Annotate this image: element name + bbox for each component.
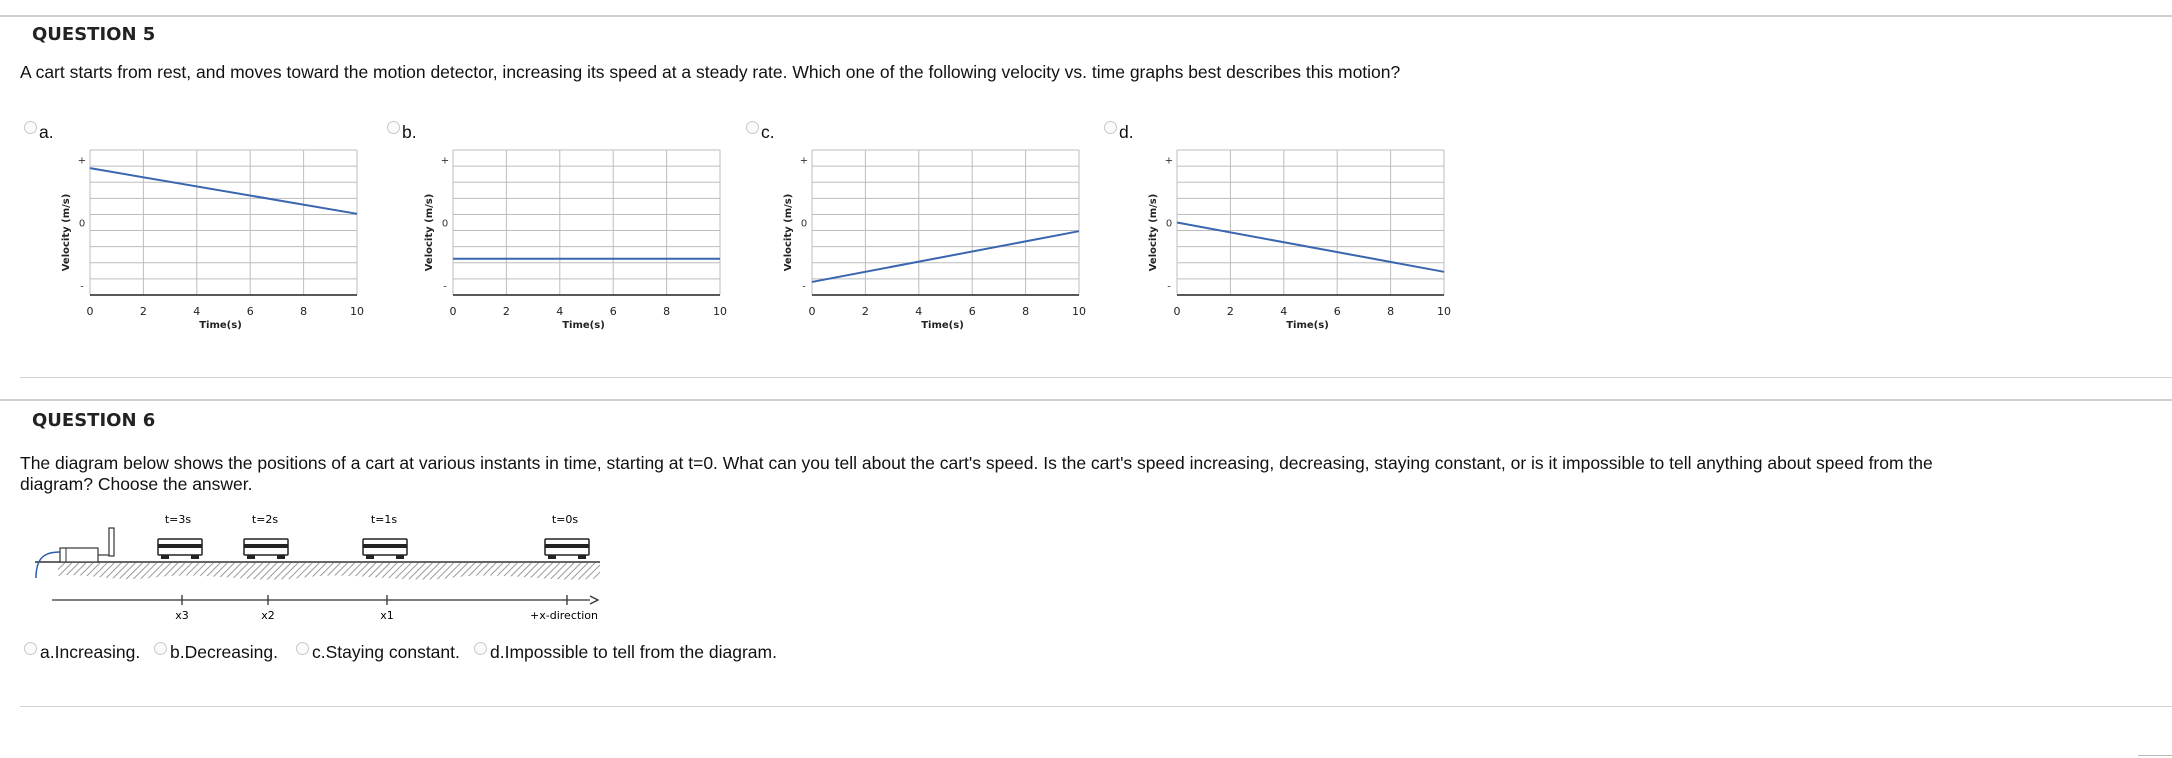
ground-hatch	[58, 563, 600, 580]
axis-arrowhead	[590, 596, 598, 604]
x-tick-label: 2	[139, 305, 147, 318]
answer-b-radio[interactable]	[154, 642, 167, 655]
cart-2	[363, 539, 407, 559]
x-tick-label: 8	[300, 305, 308, 318]
x-tick-label: 10	[713, 305, 727, 318]
y-axis-label: Velocity (m/s)	[61, 193, 72, 272]
x-tick-label: 6	[1333, 305, 1341, 318]
x-tick-label: 0	[808, 305, 816, 318]
x-tick-label: 4	[556, 305, 564, 318]
cart-1	[244, 539, 288, 559]
y-tick-label: 0	[78, 218, 86, 230]
time-label-t2: t=2s	[251, 513, 279, 526]
y-tick-label: 0	[1165, 218, 1173, 230]
cart-stripe	[545, 544, 589, 548]
option-a-radio[interactable]	[24, 121, 37, 134]
answer-c-text	[312, 642, 460, 663]
option-b-label: b.	[402, 122, 417, 142]
x-tick-label: 2	[502, 305, 510, 318]
cart-stripe	[363, 544, 407, 548]
graph-b-svg	[413, 140, 733, 340]
position-label-x2: x2	[261, 609, 275, 622]
x-tick-label: 10	[1437, 305, 1451, 318]
answer-a-text	[40, 642, 140, 663]
y-tick-label: +	[77, 155, 87, 167]
answer-c-label: Staying constant.	[325, 642, 460, 662]
y-tick-label: -	[1167, 281, 1171, 293]
cart-wheel	[247, 555, 255, 559]
answer-d-label: Impossible to tell from the diagram.	[504, 642, 777, 662]
graph-d-svg	[1137, 140, 1457, 340]
cart-wheel	[578, 555, 586, 559]
y-tick-label: -	[80, 281, 84, 293]
x-tick-label: 10	[1072, 305, 1086, 318]
option-c-radio[interactable]	[746, 121, 759, 134]
y-tick-label: +	[440, 155, 450, 167]
y-tick-label: -	[443, 281, 447, 293]
y-tick-label: 0	[441, 218, 449, 230]
y-tick-label: +	[1164, 155, 1174, 167]
option-b-radio[interactable]	[387, 121, 400, 134]
x-tick-label: 0	[449, 305, 457, 318]
top-separator	[0, 15, 2172, 17]
question-6-title: QUESTION 6	[32, 410, 156, 431]
question-5-title: QUESTION 5	[32, 24, 156, 45]
answer-b-label: Decreasing.	[184, 642, 278, 662]
graph-a	[50, 140, 370, 345]
cart-diagram-svg	[30, 512, 610, 630]
x-tick-label: 2	[861, 305, 869, 318]
answer-d-letter: d.	[490, 642, 505, 662]
x-tick-label: 0	[86, 305, 94, 318]
answer-b-letter: b.	[170, 642, 185, 662]
x-tick-label: 8	[663, 305, 671, 318]
graph-d	[1137, 140, 1457, 345]
time-label-t0: t=0s	[551, 513, 579, 526]
cart-stripe	[244, 544, 288, 548]
position-label-x3: x3	[175, 609, 189, 622]
y-axis-label: Velocity (m/s)	[783, 193, 794, 272]
corner-line	[2138, 755, 2172, 756]
answer-c-letter: c.	[312, 642, 326, 662]
cart-0	[158, 539, 202, 559]
cart-3	[545, 539, 589, 559]
answer-b-text	[170, 642, 278, 663]
x-tick-label: 4	[915, 305, 923, 318]
x-tick-label: 10	[350, 305, 364, 318]
graph-b	[413, 140, 733, 345]
x-tick-label: 0	[1173, 305, 1181, 318]
answer-a-label: Increasing.	[54, 642, 141, 662]
option-d-radio[interactable]	[1104, 121, 1117, 134]
x-tick-label: 6	[246, 305, 254, 318]
cart-wheel	[548, 555, 556, 559]
x-tick-label: 8	[1387, 305, 1395, 318]
x-tick-label: 4	[193, 305, 201, 318]
answer-c-radio[interactable]	[296, 642, 309, 655]
x-tick-label: 8	[1022, 305, 1030, 318]
cart-position-diagram	[30, 512, 610, 635]
x-axis-label: Time(s)	[921, 320, 964, 331]
q6-top-separator	[0, 399, 2172, 401]
y-tick-label: -	[802, 281, 806, 293]
cart-wheel	[191, 555, 199, 559]
y-tick-label: +	[799, 155, 809, 167]
option-d-label: d.	[1119, 122, 1134, 142]
cart-wheel	[396, 555, 404, 559]
option-c-label: c.	[761, 122, 775, 142]
answer-d-text	[490, 642, 777, 663]
time-label-t1: t=1s	[370, 513, 398, 526]
graph-c	[772, 140, 1092, 345]
graph-a-svg	[50, 140, 370, 340]
q6-bottom-separator	[20, 706, 2172, 707]
velocity-line-c	[812, 231, 1079, 282]
x-tick-label: 4	[1280, 305, 1288, 318]
option-a-label: a.	[39, 122, 54, 142]
x-axis-label: Time(s)	[562, 320, 605, 331]
y-tick-label: 0	[800, 218, 808, 230]
cart-wheel	[161, 555, 169, 559]
cart-wheel	[277, 555, 285, 559]
cart-wheel	[366, 555, 374, 559]
x-tick-label: 6	[968, 305, 976, 318]
axis-direction-label: +x-direction	[530, 609, 598, 622]
velocity-line-a	[90, 168, 357, 214]
cart-stripe	[158, 544, 202, 548]
x-tick-label: 6	[609, 305, 617, 318]
y-axis-label: Velocity (m/s)	[424, 193, 435, 272]
question-6-text: The diagram below shows the positions of a cart at various instants in time, starting at t=0. What can you tell about the cart's speed. Is the cart's speed increasing, decreasing, staying constant, or is it impossible to tell anything about speed from the diagram? Choose the answer.	[20, 453, 1933, 494]
time-label-t3: t=3s	[164, 513, 192, 526]
answer-d-radio[interactable]	[474, 642, 487, 655]
x-axis-label: Time(s)	[199, 320, 242, 331]
answer-a-letter: a.	[40, 642, 55, 662]
position-label-x1: x1	[380, 609, 394, 622]
answer-a-radio[interactable]	[24, 642, 37, 655]
y-axis-label: Velocity (m/s)	[1148, 193, 1159, 272]
x-axis-label: Time(s)	[1286, 320, 1329, 331]
question-5-text: A cart starts from rest, and moves toward the motion detector, increasing its speed at a steady rate. Which one of the following velocity vs. time graphs best describes this motion?	[20, 62, 1401, 82]
q5-bottom-separator	[20, 377, 2172, 378]
graph-c-svg	[772, 140, 1092, 340]
x-tick-label: 2	[1226, 305, 1234, 318]
